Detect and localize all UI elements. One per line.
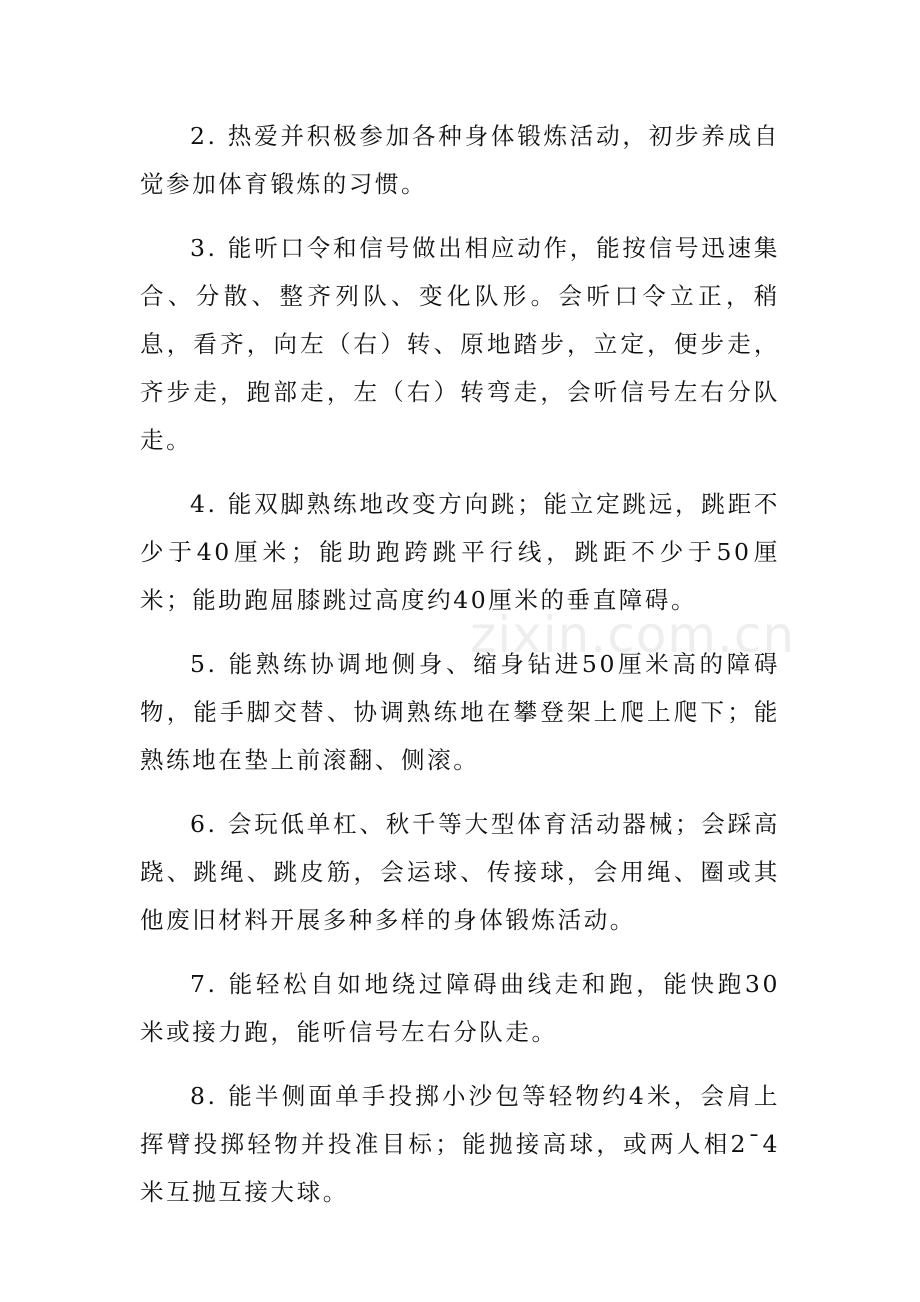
paragraph-item-7: 7. 能轻松自如地绕过障碍曲线走和跑，能快跑30米或接力跑，能听信号左右分队走。 [140,970,780,1046]
paragraph-item-6: 6. 会玩低单杠、秋千等大型体育活动器械；会踩高跷、跳绳、跳皮筋，会运球、传接球，会用绳、圈或其他废旧材料开展多种多样的身体锻炼活动。 [140,810,780,934]
paragraph-item-8: 8. 能半侧面单手投掷小沙包等轻物约4米，会肩上挥臂投掷轻物并投准目标；能抛接高球，或两人相2¯4米互抛互接大球。 [140,1082,780,1206]
paragraph-item-2: 2. 热爱并积极参加各种身体锻炼活动，初步养成自觉参加体育锻炼的习惯。 [140,122,780,198]
document-body [140,112,780,1232]
paragraph-item-4: 4. 能双脚熟练地改变方向跳；能立定跳远，跳距不少于40厘米；能助跑跨跳平行线，跳距不少于50厘米；能助跑屈膝跳过高度约40厘米的垂直障碍。 [140,490,780,614]
paragraph-item-5: 5. 能熟练协调地侧身、缩身钻进50厘米高的障碍物，能手脚交替、协调熟练地在攀登架上爬上爬下；能熟练地在垫上前滚翻、侧滚。 [140,650,780,774]
paragraph-item-3: 3. 能听口令和信号做出相应动作，能按信号迅速集合、分散、整齐列队、变化队形。会听口令立正，稍息，看齐，向左（右）转、原地踏步，立定，便步走，齐步走，跑部走，左（右）转弯走，会听信号左右分队走。 [140,234,780,454]
watermark: zixin.com.cn [470,606,796,664]
